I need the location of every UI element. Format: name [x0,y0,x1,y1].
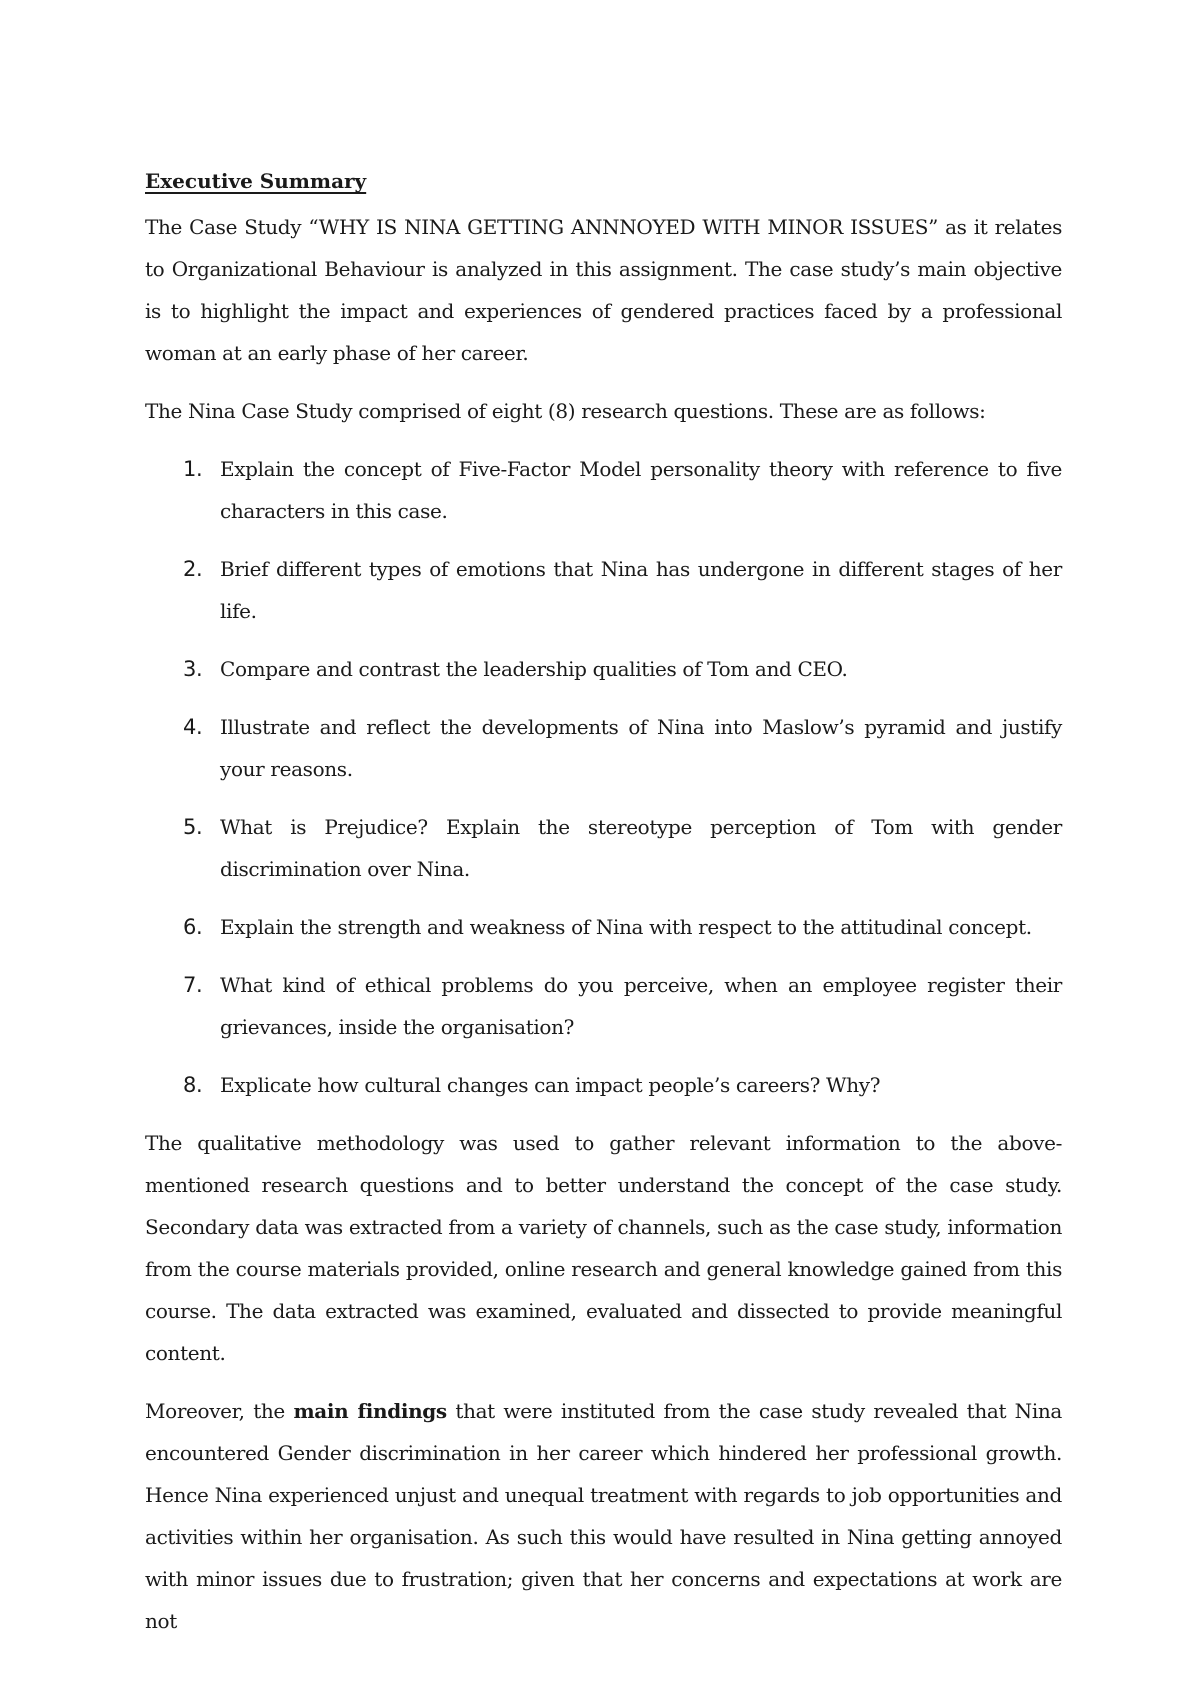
methodology-paragraph: The qualitative methodology was used to gather relevant information to the above-mentioned research questions and to better understand the concept of the case study. Secondary data was extracted from a variety of channels, such as the case study, information from the course materials provided, online research and general knowledge gained from this course. The data extracted was examined, evaluated and dissected to provide meaningful content. [145,1131,1062,1365]
section-heading: Executive Summary [145,169,367,193]
findings-paragraph [145,1390,1062,1642]
list-item-text: Compare and contrast the leadership qualities of Tom and CEO. [220,657,848,681]
list-item [145,448,1062,532]
list-item-text: Explain the strength and weakness of Nina with respect to the attitudinal concept. [220,915,1032,939]
list-item [145,964,1062,1048]
list-item [145,648,1062,690]
questions-intro-paragraph: The Nina Case Study comprised of eight (8) research questions. These are as follows: [145,399,986,423]
list-number: 5. [183,815,203,839]
research-questions-list [145,448,1062,1106]
list-number: 2. [183,557,203,581]
intro-paragraph: The Case Study “WHY IS NINA GETTING ANNNOYED WITH MINOR ISSUES” as it relates to Organizational Behaviour is analyzed in this assignment. The case study’s main objective is to highlight the impact and experiences of gendered practices faced by a professional woman at an early phase of her career. [145,215,1062,365]
list-number: 8. [183,1073,203,1097]
list-item [145,706,1062,790]
list-number: 3. [183,657,203,681]
document-page [145,160,1062,1658]
list-item-text: What kind of ethical problems do you perceive, when an employee register their grievances, inside the organisation? [220,973,1062,1039]
list-item-text: Brief different types of emotions that Nina has undergone in different stages of her life. [220,557,1062,623]
list-item [145,548,1062,632]
list-item-text: Illustrate and reflect the developments of Nina into Maslow’s pyramid and justify your reasons. [220,715,1062,781]
list-item [145,806,1062,890]
list-number: 4. [183,715,203,739]
list-number: 7. [183,973,203,997]
list-item-text: Explain the concept of Five-Factor Model personality theory with reference to five characters in this case. [220,457,1062,523]
list-item-text: What is Prejudice? Explain the stereotype perception of Tom with gender discrimination over Nina. [220,815,1062,881]
list-number: 1. [183,457,203,481]
findings-text-before: Moreover, the [145,1399,294,1423]
findings-bold-text: main findings [293,1399,447,1423]
list-item [145,1064,1062,1106]
list-number: 6. [183,915,203,939]
findings-text-after: that were instituted from the case study revealed that Nina encountered Gender discrimination in her career which hindered her professional growth. Hence Nina experienced unjust and unequal treatment with regards to job opportunities and activities within her organisation. As such this would have resulted in Nina getting annoyed with minor issues due to frustration; given that her concerns and expectations at work are not [145,1399,1062,1633]
list-item-text: Explicate how cultural changes can impact people’s careers? Why? [220,1073,881,1097]
list-item [145,906,1062,948]
